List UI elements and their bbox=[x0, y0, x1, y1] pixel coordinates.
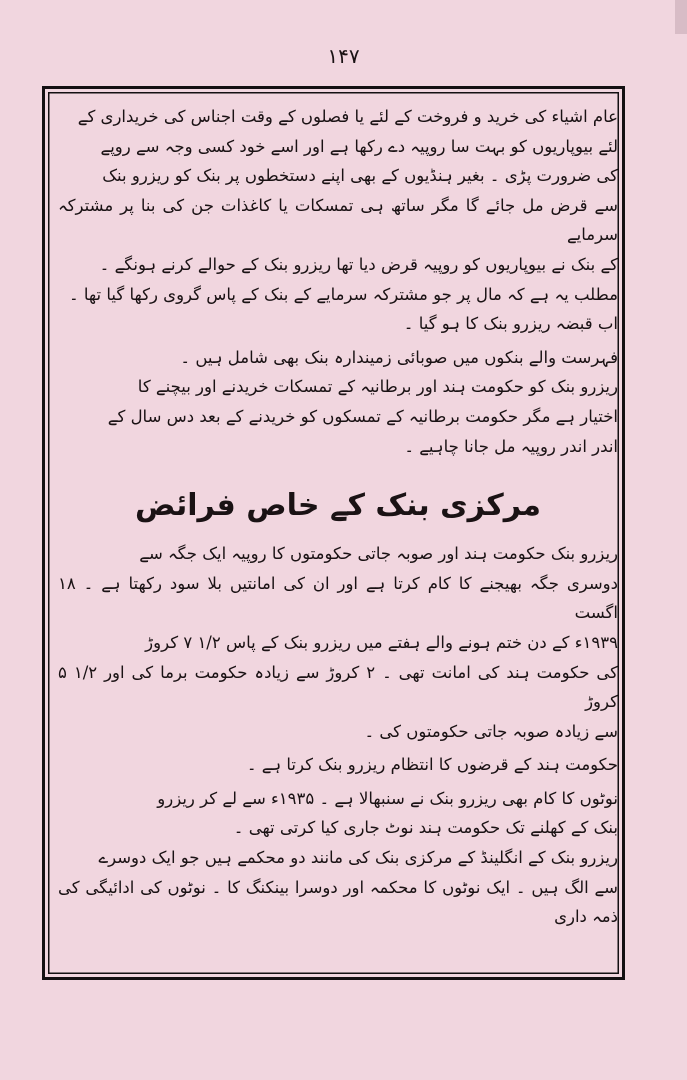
text-line: فہرست والے بنکوں میں صوبائی زمیندارہ بنک بھی شامل ہیں ۔ bbox=[180, 347, 618, 367]
text-line: سے زیادہ صوبہ جاتی حکومتوں کی ۔ bbox=[364, 721, 618, 741]
paragraph-note-issue bbox=[58, 784, 618, 932]
text-line: کی ضرورت پڑی ۔ بغیر ہنڈیوں کے بھی اپنے دستخطوں پر بنک کو ریزرو بنک bbox=[102, 166, 618, 186]
text-line: اب قبضہ ریزرو بنک کا ہو گیا ۔ bbox=[403, 314, 618, 334]
page-body bbox=[58, 102, 618, 932]
page-number: ۱۴۷ bbox=[327, 44, 360, 68]
section-heading: مرکزی بنک کے خاص فرائض bbox=[135, 488, 541, 524]
text-line: بنک کے کھلنے تک حکومت ہند نوٹ جاری کیا کرتی تھی ۔ bbox=[233, 818, 618, 838]
text-line: مطلب یہ ہے کہ مال پر جو مشترکہ سرمایے کے بنک کے پاس گروی رکھا گیا تھا ۔ bbox=[68, 284, 618, 304]
page-corner-mark bbox=[675, 0, 687, 34]
text-line: اندر اندر روپیہ مل جانا چاہیے ۔ bbox=[404, 436, 618, 456]
text-line: حکومت ہند کے قرضوں کا انتظام ریزرو بنک کرتا ہے ۔ bbox=[246, 755, 618, 775]
paragraph-debt-management bbox=[58, 750, 618, 780]
text-line: کے بنک نے بیوپاریوں کو روپیہ قرض دیا تھا ریزرو بنک کے حوالے کرنے ہونگے ۔ bbox=[99, 254, 618, 274]
text-line: ۱۹۳۹ء کے دن ختم ہونے والے ہفتے میں ریزرو بنک کے پاس ۱/۲ ۷ کروڑ bbox=[145, 632, 618, 652]
paragraph-loans-against-securities bbox=[58, 102, 618, 339]
text-line: نوٹوں کا کام بھی ریزرو بنک نے سنبھالا ہے ۔ ۱۹۳۵ء سے لے کر ریزرو bbox=[157, 788, 618, 808]
text-line: ریزرو بنک حکومت ہند اور صوبہ جاتی حکومتوں کا روپیہ ایک جگہ سے bbox=[139, 544, 618, 564]
text-line: سے قرض مل جائے گا مگر ساتھ ہی تمسکات یا کاغذات جن کی بنا پر مشترکہ سرمایے bbox=[58, 195, 618, 245]
text-line: عام اشیاء کی خرید و فروخت کے لئے یا فصلوں کے وقت اجناس کی خریداری کے bbox=[77, 107, 618, 126]
text-line: لئے بیوپاریوں کو بہت سا روپیہ دے رکھا ہے اور اسے خود کسی وجہ سے روپے bbox=[100, 136, 618, 156]
text-line: دوسری جگہ بھیجنے کا کام کرتا ہے اور ان کی امانتیں بلا سود رکھتا ہے ۔ ۱۸ اگست bbox=[58, 573, 618, 623]
text-line: ریزرو بنک کو حکومت ہند اور برطانیہ کے تمسکات خریدنے اور بیچنے کا bbox=[137, 377, 618, 397]
text-line: ریزرو بنک کے انگلینڈ کے مرکزی بنک کی مانند دو محکمے ہیں جو ایک دوسرے bbox=[98, 848, 618, 868]
text-line: سے الگ ہیں ۔ ایک نوٹوں کا محکمہ اور دوسرا بینکنگ کا ۔ نوٹوں کی ادائیگی کی ذمہ داری bbox=[58, 877, 618, 927]
text-line: کی حکومت ہند کی امانت تھی ۔ ۲ کروڑ سے زیادہ حکومت برما کی اور ۱/۲ ۵ کروڑ bbox=[58, 662, 618, 712]
paragraph-government-deposits bbox=[58, 539, 618, 746]
paragraph-scheduled-banks bbox=[58, 343, 618, 461]
text-line: اختیار ہے مگر حکومت برطانیہ کے تمسکوں کو خریدنے کے بعد دس سال کے bbox=[107, 406, 618, 426]
